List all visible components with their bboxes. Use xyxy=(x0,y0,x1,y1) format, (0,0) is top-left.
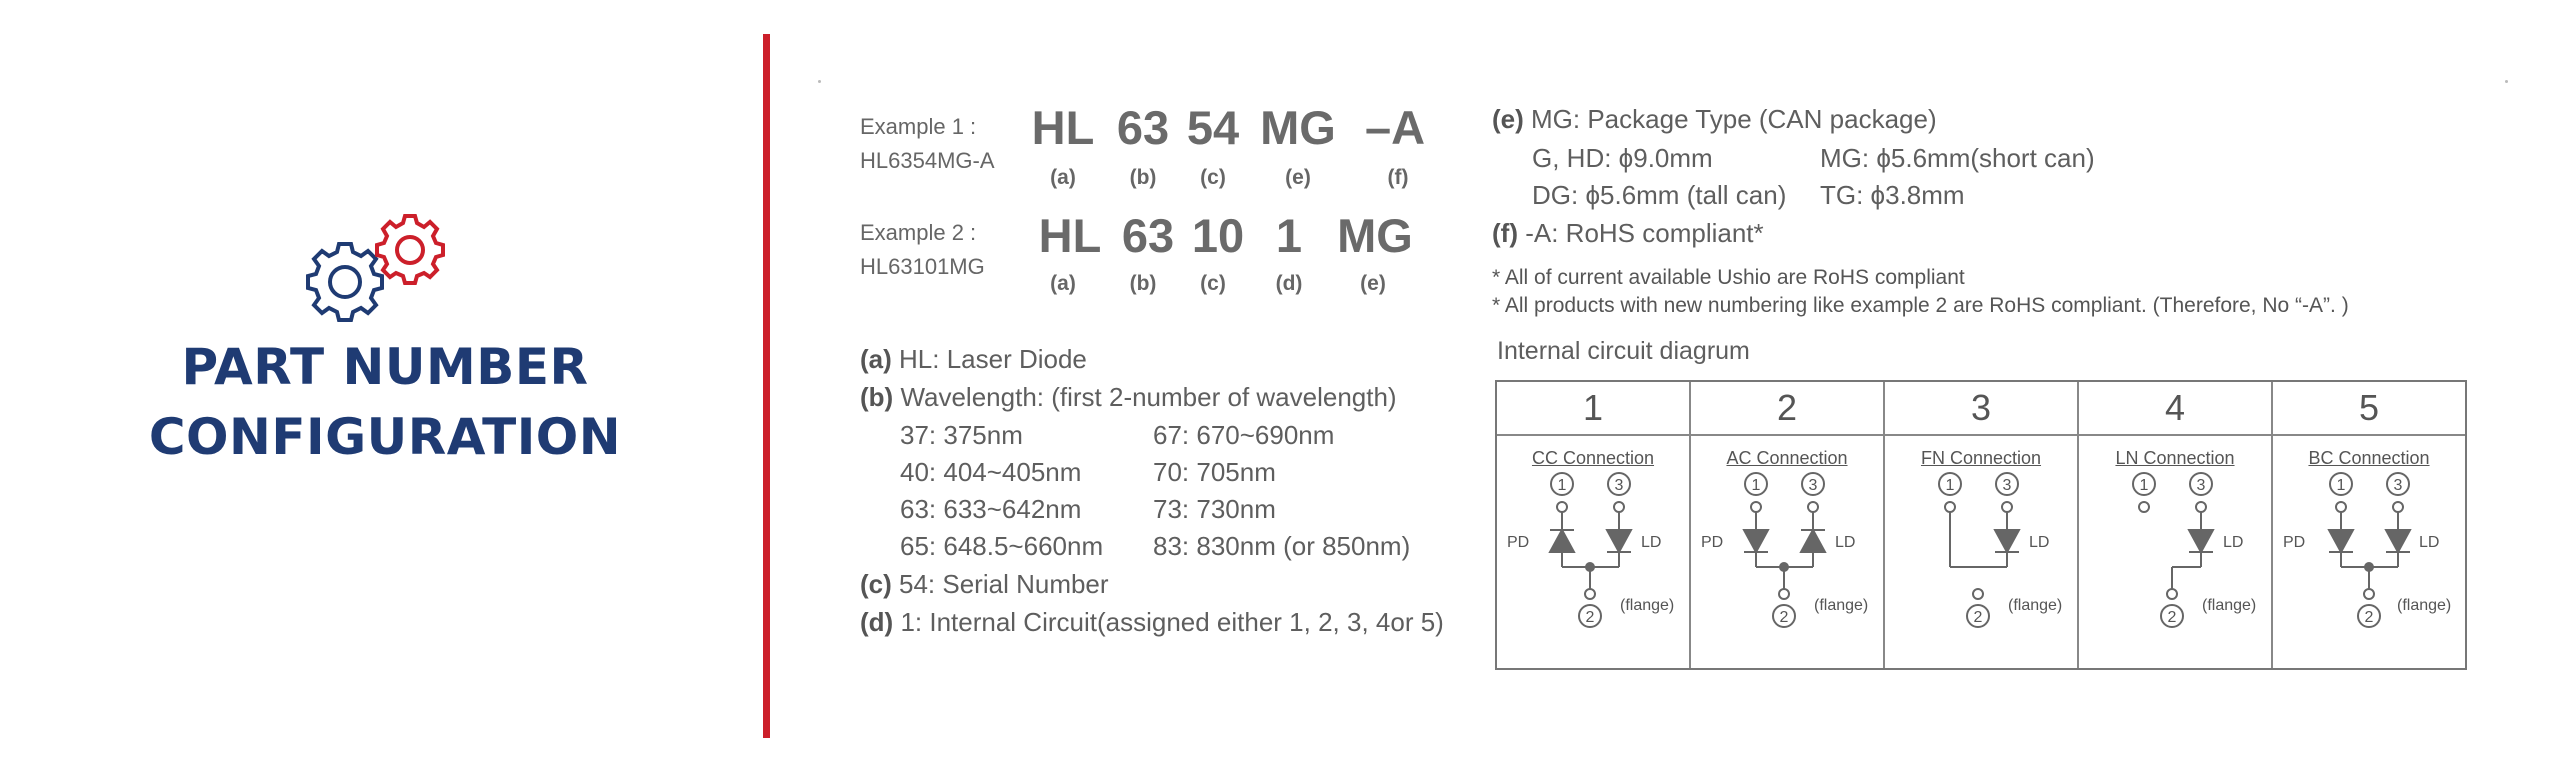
wavelength-item: 63: 633~642nm xyxy=(900,494,1082,524)
circuit-title: Internal circuit diagrum xyxy=(1497,337,1750,365)
pin-label: 3 xyxy=(2002,477,2012,494)
circuit-number: 5 xyxy=(2273,382,2465,436)
definition-f: (f) -A: RoHS compliant* xyxy=(1492,218,1764,248)
fn-connection-diagram-icon xyxy=(1885,464,2079,664)
example2-letter-d: (d) xyxy=(1275,272,1303,295)
vertical-divider xyxy=(763,34,770,738)
wavelength-item: 70: 705nm xyxy=(1153,457,1276,487)
circuit-number: 1 xyxy=(1497,382,1689,436)
ld-label: LD xyxy=(1835,534,1856,551)
flange-label: (flange) xyxy=(2008,597,2063,614)
flange-label: (flange) xyxy=(2397,597,2452,614)
title-panel xyxy=(0,0,760,780)
cc-connection-diagram-icon xyxy=(1497,464,1691,664)
pin-label: 3 xyxy=(1808,477,1818,494)
wavelength-item: 83: 830nm (or 850nm) xyxy=(1153,531,1411,561)
page-title-line2: CONFIGURATION xyxy=(148,408,622,466)
flange-label: (flange) xyxy=(1814,597,1869,614)
example1-segment-e: MG xyxy=(1260,101,1336,154)
pd-label: PD xyxy=(1507,534,1530,551)
pin-label: 1 xyxy=(1945,477,1955,494)
example1-segment-f: –A xyxy=(1364,101,1426,154)
pin-label: 3 xyxy=(2196,477,2206,494)
example1-segment-c: 54 xyxy=(1186,101,1240,154)
pin-label: 1 xyxy=(2336,477,2346,494)
pin-label: 3 xyxy=(1614,477,1624,494)
wavelength-item: 73: 730nm xyxy=(1153,494,1276,524)
pin-label: 2 xyxy=(1585,609,1595,626)
example2-letter-e: (e) xyxy=(1360,272,1386,295)
example1-letter-c: (c) xyxy=(1200,166,1226,189)
circuit-number: 2 xyxy=(1691,382,1883,436)
ln-connection-diagram-icon xyxy=(2079,464,2273,664)
package-type: G, HD: ϕ9.0mm xyxy=(1532,143,1713,173)
example1-part: HL6354MG-A xyxy=(860,148,995,173)
package-type: MG: ϕ5.6mm(short can) xyxy=(1820,143,2095,173)
circuit-cell-1 xyxy=(1497,382,1691,668)
pin-label: 2 xyxy=(1973,609,1983,626)
ld-label: LD xyxy=(2029,534,2050,551)
example2-segment-d: 1 xyxy=(1275,209,1303,262)
pin-label: 1 xyxy=(1751,477,1761,494)
circuit-cell-4 xyxy=(2079,382,2273,668)
circuit-cell-3 xyxy=(1885,382,2079,668)
bc-connection-diagram-icon xyxy=(2273,464,2467,664)
example2-part: HL63101MG xyxy=(860,254,985,279)
wavelength-item: 67: 670~690nm xyxy=(1153,420,1335,450)
gear-red-icon xyxy=(377,216,443,283)
definition-b: (b) Wavelength: (first 2-number of wavelength) xyxy=(860,382,1397,412)
definition-a: (a) HL: Laser Diode xyxy=(860,344,1087,374)
example1-letter-a: (a) xyxy=(1050,166,1076,189)
wavelength-item: 40: 404~405nm xyxy=(900,457,1082,487)
example2-segment-a: HL xyxy=(1038,209,1102,262)
definition-e: (e) MG: Package Type (CAN package) xyxy=(1492,104,1937,134)
pin-label: 2 xyxy=(2167,609,2177,626)
example1-letter-f: (f) xyxy=(1387,166,1409,189)
example1-segment-b: 63 xyxy=(1116,101,1170,154)
ld-label: LD xyxy=(2223,534,2244,551)
page-title-line1: PART NUMBER xyxy=(181,338,589,396)
pin-label: 3 xyxy=(2393,477,2403,494)
circuit-table xyxy=(1495,380,2467,670)
gears-icon xyxy=(300,210,460,330)
example2-segment-e: MG xyxy=(1337,209,1413,262)
corner-dot xyxy=(818,80,821,83)
example2-letter-c: (c) xyxy=(1200,272,1226,295)
pin-label: 1 xyxy=(1557,477,1567,494)
circuit-name: AC Connection xyxy=(1726,448,1848,468)
package-type: TG: ϕ3.8mm xyxy=(1820,180,1965,210)
wavelength-item: 37: 375nm xyxy=(900,420,1023,450)
ld-label: LD xyxy=(1641,534,1662,551)
definition-c: (c) 54: Serial Number xyxy=(860,569,1109,599)
example1-label: Example 1 : xyxy=(860,114,977,139)
circuit-name: LN Connection xyxy=(2115,448,2235,468)
corner-dot xyxy=(2505,80,2508,83)
circuit-name: CC Connection xyxy=(1531,448,1655,468)
example2-label: Example 2 : xyxy=(860,220,977,245)
flange-label: (flange) xyxy=(2202,597,2257,614)
package-type: DG: ϕ5.6mm (tall can) xyxy=(1532,180,1787,210)
pd-label: PD xyxy=(2283,534,2306,551)
example1-segment-a: HL xyxy=(1031,101,1095,154)
pd-label: PD xyxy=(1701,534,1724,551)
example2-segment-c: 10 xyxy=(1191,209,1245,262)
ac-connection-diagram-icon xyxy=(1691,464,1885,664)
circuit-cell-5 xyxy=(2273,382,2465,668)
rohs-note-1: * All of current available Ushio are RoHS compliant xyxy=(1492,266,1965,289)
example2-segment-b: 63 xyxy=(1121,209,1175,262)
pin-label: 1 xyxy=(2139,477,2149,494)
wavelength-item: 65: 648.5~660nm xyxy=(900,531,1104,561)
pin-label: 2 xyxy=(1779,609,1789,626)
gear-blue-icon xyxy=(308,244,382,320)
rohs-note-2: * All products with new numbering like example 2 are RoHS compliant. (Therefore, No “-A”. ) xyxy=(1492,294,2349,317)
flange-label: (flange) xyxy=(1620,597,1675,614)
circuit-name: FN Connection xyxy=(1920,448,2042,468)
ld-label: LD xyxy=(2419,534,2440,551)
example1-letter-e: (e) xyxy=(1285,166,1311,189)
circuit-number: 3 xyxy=(1885,382,2077,436)
example2-letter-a: (a) xyxy=(1050,272,1076,295)
example2-letter-b: (b) xyxy=(1129,272,1157,295)
example1-letter-b: (b) xyxy=(1129,166,1157,189)
definition-d: (d) 1: Internal Circuit(assigned either 1, 2, 3, 4or 5) xyxy=(860,607,1444,637)
circuit-number: 4 xyxy=(2079,382,2271,436)
circuit-name: BC Connection xyxy=(2308,448,2430,468)
circuit-cell-2 xyxy=(1691,382,1885,668)
pin-label: 2 xyxy=(2364,609,2374,626)
